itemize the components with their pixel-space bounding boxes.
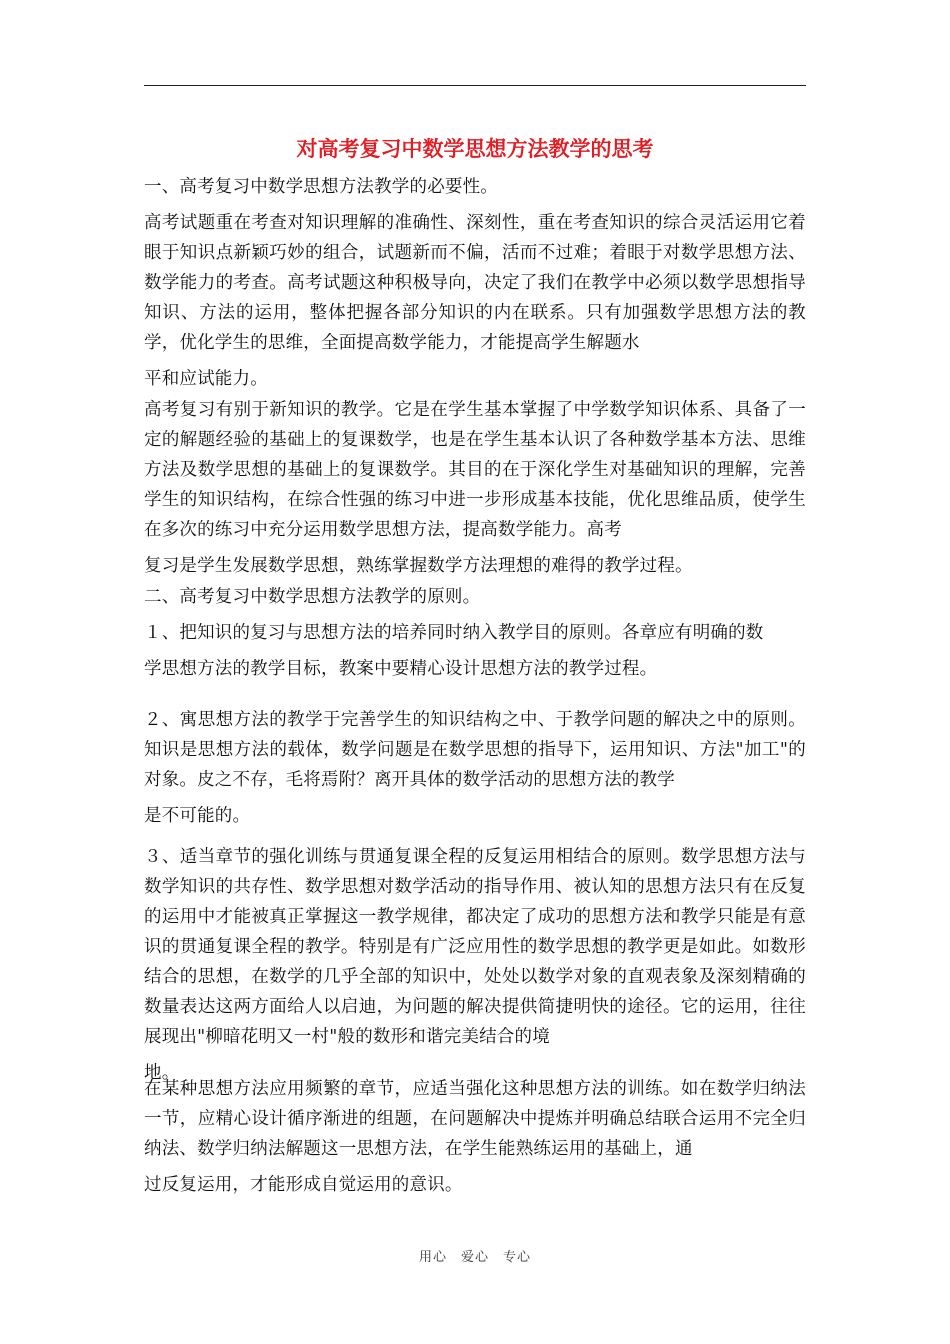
paragraph-3 xyxy=(144,618,806,686)
paragraph-6 xyxy=(144,1074,806,1202)
paragraph-1 xyxy=(144,208,806,396)
page-footer: 用心 爱心 专心 xyxy=(418,1250,531,1265)
header-rule xyxy=(144,85,806,86)
paragraph-6-text: 在某种思想方法应用频繁的章节，应适当强化这种思想方法的训练。如在数学归纳法一节，应精心设计循序渐进的组题，在问题解决中提炼并明确总结联合运用不完全归纳法、数学归纳法解题这一思想方法，在学生能熟练运用的基础上，通 xyxy=(144,1079,806,1159)
paragraph-4-last-line: 是不可能的。 xyxy=(144,806,251,826)
paragraph-4 xyxy=(144,705,806,833)
paragraph-2-text: 高考复习有别于新知识的教学。它是在学生基本掌握了中学数学知识体系、具备了一定的解题经验的基础上的复课数学，也是在学生基本认识了各种数学基本方法、思维方法及数学思想的基础上的复课数学。其目的在于深化学生对基础知识的理解，完善学生的知识结构，在综合性强的练习中进一步形成基本技能，优化思维品质，使学生在多次的练习中充分运用数学思想方法，提高数学能力。高考 xyxy=(144,400,806,540)
paragraph-5-last-line: 地。 xyxy=(144,1063,180,1083)
paragraph-4-text: ２、寓思想方法的教学于完善学生的知识结构之中、于教学问题的解决之中的原则。知识是思想方法的载体，数学问题是在数学思想的指导下，运用知识、方法"加工"的对象。皮之不存，毛将焉附？离开具体的数学活动的思想方法的教学 xyxy=(144,710,806,790)
paragraph-6-last-line: 过反复运用，才能形成自觉运用的意识。 xyxy=(144,1175,463,1195)
section-heading-2: 二、高考复习中数学思想方法教学的原则。 xyxy=(144,587,481,607)
paragraph-5 xyxy=(144,842,806,1090)
paragraph-3-last-line: 学思想方法的教学目标，教案中要精心设计思想方法的教学过程。 xyxy=(144,659,658,679)
section-heading-1: 一、高考复习中数学思想方法教学的必要性。 xyxy=(144,177,498,197)
paragraph-1-text: 高考试题重在考查对知识理解的准确性、深刻性，重在考查知识的综合灵活运用它着眼于知识点新颖巧妙的组合，试题新而不偏，活而不过难；着眼于对数学思想方法、数学能力的考查。高考试题这种积极导向，决定了我们在教学中必须以数学思想指导知识、方法的运用，整体把握各部分知识的内在联系。只有加强数学思想方法的教学，优化学生的思维，全面提高数学能力，才能提高学生解题水 xyxy=(144,213,806,353)
paragraph-3-text: １、把知识的复习与思想方法的培养同时纳入教学目的原则。各章应有明确的数 xyxy=(144,623,764,643)
paragraph-1-last-line: 平和应试能力。 xyxy=(144,369,268,389)
paragraph-5-text: ３、适当章节的强化训练与贯通复课全程的反复运用相结合的原则。数学思想方法与数学知识的共存性、数学思想对数学活动的指导作用、被认知的思想方法只有在反复的运用中才能被真正掌握这一教学规律，都决定了成功的思想方法和教学只能是有意识的贯通复课全程的教学。特别是有广泛应用性的数学思想的教学更是如此。如数形结合的思想，在数学的几乎全部的知识中，处处以数学对象的直观表象及深刻精确的数量表达这两方面给人以启迪，为问题的解决提供简捷明快的途径。它的运用，往往展现出"柳暗花明又一村"般的数形和谐完美结合的境 xyxy=(144,847,806,1047)
document-title: 对高考复习中数学思想方法教学的思考 xyxy=(296,136,654,161)
paragraph-2 xyxy=(144,395,806,583)
paragraph-2-last-line: 复习是学生发展数学思想，熟练掌握数学方法理想的难得的教学过程。 xyxy=(144,556,693,576)
